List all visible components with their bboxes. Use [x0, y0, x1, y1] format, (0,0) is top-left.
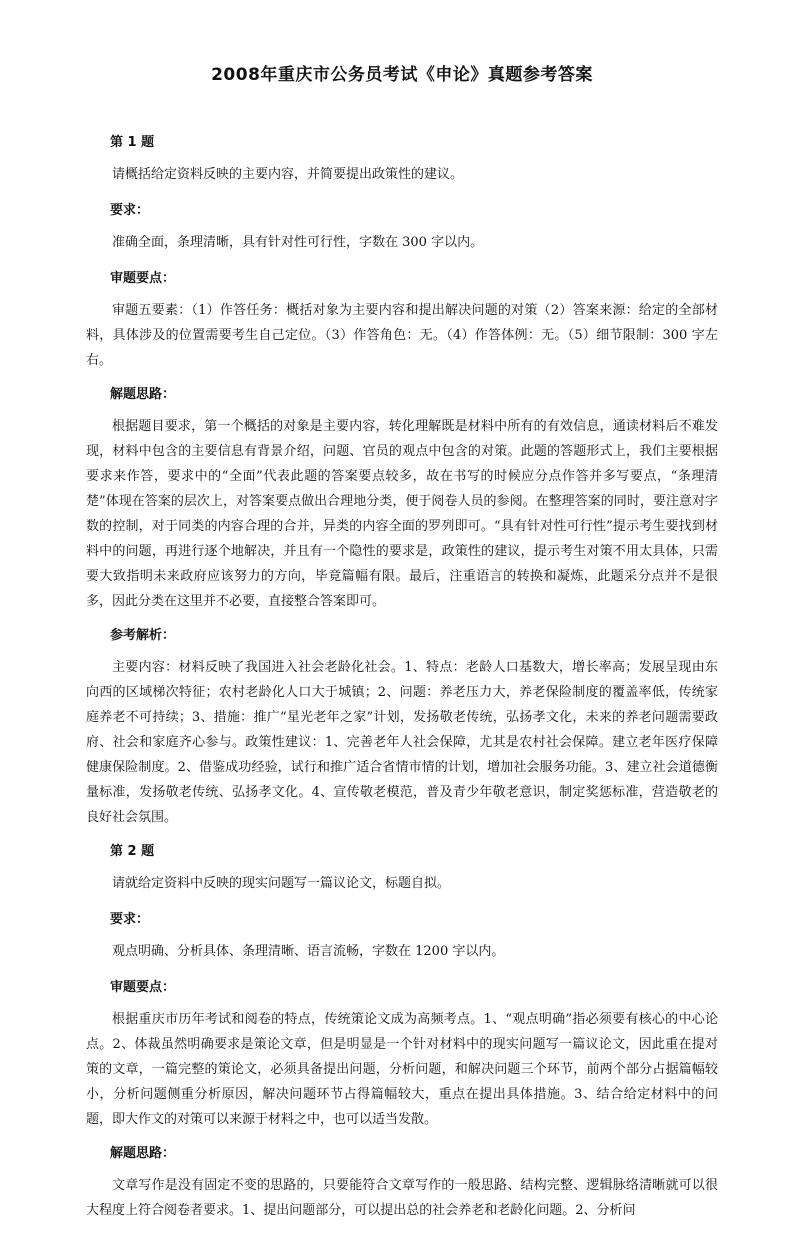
q1-approach-label: 解题思路： — [110, 387, 176, 402]
q2-key-points-label: 审题要点： — [110, 980, 176, 995]
q1-key-points-text: 审题五要素：（1）作答任务：概括对象为主要内容和提出解决问题的对策（2）答案来源：给定的全部材料，具体涉及的位置需要考生自己定位。（3）作答角色：无。（4）作答体例：无。（5）细节限制：300 字左右。 — [86, 303, 718, 368]
q2-key-points-text: 根据重庆市历年考试和阅卷的特点，传统策论文成为高频考点。1、“观点明确”指必须要有核心的中心论点。2、体裁虽然明确要求是策论文章，但是明显是一个针对材料中的现实问题写一篇议论文，因此重在提对策的文章，一篇完整的策论文，必须具备提出问题，分析问题，和解决问题三个环节，前两个部分占据篇幅较小，分析问题侧重分析原因，解决问题环节占得篇幅较大，重点在提出具体措施。3、结合给定材料中的问题，即大作文的对策可以来源于材料之中，也可以适当发散。 — [86, 1012, 718, 1127]
page-title: 2008年重庆市公务员考试《申论》真题参考答案 — [211, 65, 593, 85]
question-2-prompt: 请就给定资料中反映的现实问题写一篇议论文，标题自拟。 — [112, 876, 451, 891]
q2-requirement-text: 观点明确、分析具体、条理清晰、语言流畅，字数在 1200 字以内。 — [112, 944, 505, 959]
q1-reference-analysis-label: 参考解析： — [110, 628, 176, 643]
q1-requirement-text: 准确全面，条理清晰，具有针对性可行性，字数在 300 字以内。 — [112, 235, 484, 250]
q2-approach-text: 文章写作是没有固定不变的思路的，只要能符合文章写作的一般思路、结构完整、逻辑脉络清晰就可以很大程度上符合阅卷者要求。1、提出问题部分，可以提出总的社会养老和老龄化问题。2、分析问 — [86, 1178, 718, 1218]
question-2-heading: 第 2 题 — [110, 844, 155, 859]
q1-key-points-label: 审题要点： — [110, 271, 176, 286]
q1-reference-analysis-text: 主要内容：材料反映了我国进入社会老龄化社会。1、特点：老龄人口基数大，增长率高；发展呈现由东向西的区域梯次特征；农村老龄化人口大于城镇；2、问题：养老压力大，养老保险制度的覆盖率低，传统家庭养老不可持续；3、措施：推广“星光老年之家”计划，发扬敬老传统，弘扬孝文化，未来的养老问题需要政府、社会和家庭齐心参与。政策性建议：1、完善老年人社会保障，尤其是农村社会保障。建立老年医疗保障健康保险制度。2、借鉴成功经验，试行和推广适合省情市情的计划，增加社会服务功能。3、建立社会道德衡量标准，发扬敬老传统、弘扬孝文化。4、宣传敬老模范，普及青少年敬老意识，制定奖惩标准，营造敬老的良好社会氛围。 — [86, 660, 718, 825]
q2-approach-label: 解题思路： — [110, 1146, 176, 1161]
q1-approach-text: 根据题目要求，第一个概括的对象是主要内容，转化理解既是材料中所有的有效信息，通读材料后不难发现，材料中包含的主要信息有背景介绍，问题、官员的观点中包含的对策。此题的答题形式上，我们主要根据要求来作答，要求中的“全面”代表此题的答案要点较多，故在书写的时候应分点作答并多写要点，“条理清楚”体现在答案的层次上，对答案要点做出合理地分类，便于阅卷人员的参阅。在整理答案的同时，要注意对字数的控制，对于同类的内容合理的合并，异类的内容全面的罗列即可。“具有针对性可行性”提示考生要找到材料中的问题，再进行逐个地解决，并且有一个隐性的要求是，政策性的建议，提示考生对策不用太具体，只需要大致指明未来政府应该努力的方向，毕竟篇幅有限。最后，注重语言的转换和凝炼，此题采分点并不是很多，因此分类在这里并不必要，直接整合答案即可。 — [86, 419, 718, 609]
question-1-heading: 第 1 题 — [110, 135, 155, 150]
document-page — [86, 60, 718, 1233]
q2-requirement-label: 要求： — [110, 912, 150, 927]
q1-requirement-label: 要求： — [110, 203, 150, 218]
question-1-prompt: 请概括给定资料反映的主要内容，并简要提出政策性的建议。 — [112, 167, 464, 182]
